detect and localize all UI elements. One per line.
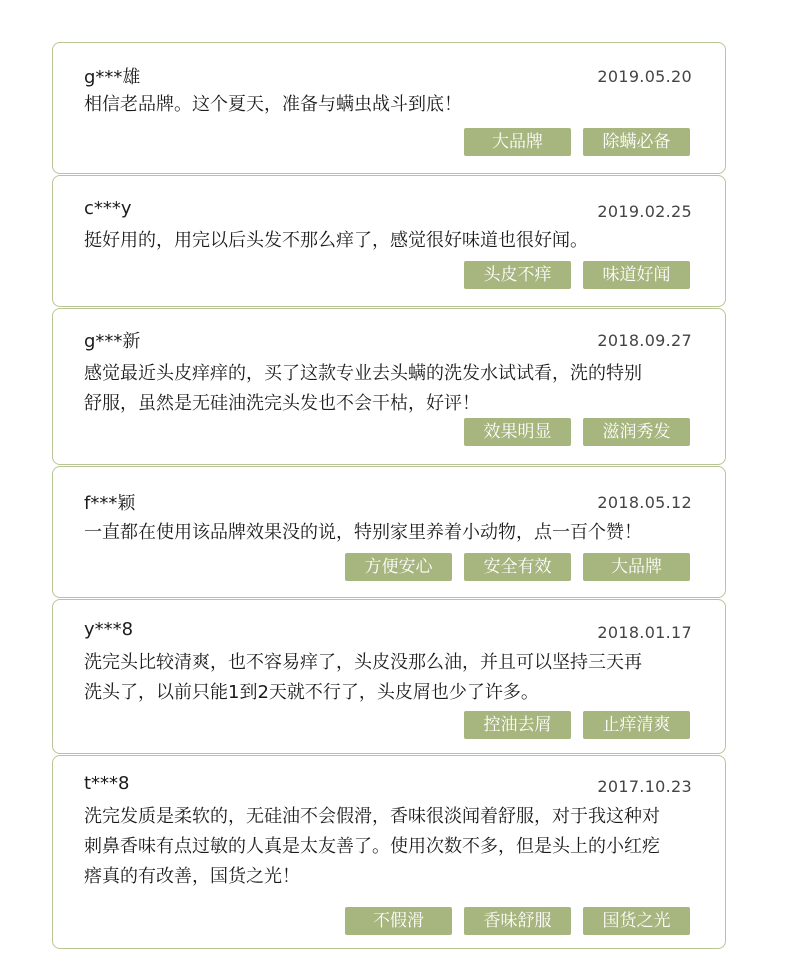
review-text-line: 一直都在使用该品牌效果没的说，特别家里养着小动物，点一百个赞！ xyxy=(84,522,642,543)
review-date: 2019.02.25 xyxy=(597,202,692,221)
reviewer-name: y***8 xyxy=(84,619,134,640)
review-card xyxy=(52,175,726,307)
review-tag[interactable]: 止痒清爽 xyxy=(583,711,690,739)
review-tag[interactable]: 大品牌 xyxy=(464,128,571,156)
review-card xyxy=(52,308,726,465)
review-tag[interactable]: 味道好闻 xyxy=(583,261,690,289)
review-tag[interactable]: 除螨必备 xyxy=(583,128,690,156)
review-tag[interactable]: 国货之光 xyxy=(583,907,690,935)
review-text-line: 刺鼻香味有点过敏的人真是太友善了。使用次数不多，但是头上的小红疙 xyxy=(84,836,660,857)
review-text-line: 感觉最近头皮痒痒的，买了这款专业去头螨的洗发水试试看，洗的特别 xyxy=(84,363,642,384)
review-text-line: 相信老品牌。这个夏天，准备与螨虫战斗到底！ xyxy=(84,94,462,115)
review-tag[interactable]: 滋润秀发 xyxy=(583,418,690,446)
reviewer-name: c***y xyxy=(84,198,132,219)
review-text-line: 挺好用的，用完以后头发不那么痒了，感觉很好味道也很好闻。 xyxy=(84,230,588,251)
review-tag[interactable]: 不假滑 xyxy=(345,907,452,935)
reviewer-name: f***颖 xyxy=(84,493,136,514)
review-tag[interactable]: 安全有效 xyxy=(464,553,571,581)
reviewer-name: g***新 xyxy=(84,331,141,352)
review-card xyxy=(52,755,726,949)
review-text xyxy=(84,518,704,548)
review-text xyxy=(84,90,704,120)
review-tags xyxy=(345,553,690,581)
review-tags xyxy=(464,128,690,156)
review-tag[interactable]: 香味舒服 xyxy=(464,907,571,935)
review-date: 2019.05.20 xyxy=(597,67,692,86)
review-tags xyxy=(464,418,690,446)
review-text xyxy=(84,802,704,892)
review-text-line: 舒服，虽然是无硅油洗完头发也不会干枯，好评！ xyxy=(84,393,480,414)
review-tags xyxy=(464,261,690,289)
review-tags xyxy=(464,711,690,739)
review-card xyxy=(52,599,726,754)
reviewer-name: g***雄 xyxy=(84,67,141,88)
review-tag[interactable]: 控油去屑 xyxy=(464,711,571,739)
review-date: 2018.05.12 xyxy=(597,493,692,512)
review-text-line: 洗完头比较清爽，也不容易痒了，头皮没那么油，并且可以坚持三天再 xyxy=(84,652,642,673)
reviewer-name: t***8 xyxy=(84,773,130,794)
review-tags xyxy=(345,907,690,935)
review-tag[interactable]: 头皮不痒 xyxy=(464,261,571,289)
review-card xyxy=(52,42,726,174)
review-text-line: 洗完发质是柔软的，无硅油不会假滑，香味很淡闻着舒服，对于我这种对 xyxy=(84,806,660,827)
review-date: 2018.01.17 xyxy=(597,623,692,642)
review-tag[interactable]: 大品牌 xyxy=(583,553,690,581)
review-text-line: 瘩真的有改善，国货之光！ xyxy=(84,866,300,887)
review-card xyxy=(52,466,726,598)
review-date: 2017.10.23 xyxy=(597,777,692,796)
review-tag[interactable]: 方便安心 xyxy=(345,553,452,581)
review-text xyxy=(84,226,704,256)
review-text xyxy=(84,648,704,708)
review-text xyxy=(84,359,704,419)
review-tag[interactable]: 效果明显 xyxy=(464,418,571,446)
review-text-line: 洗头了，以前只能1到2天就不行了，头皮屑也少了许多。 xyxy=(84,682,539,703)
review-date: 2018.09.27 xyxy=(597,331,692,350)
